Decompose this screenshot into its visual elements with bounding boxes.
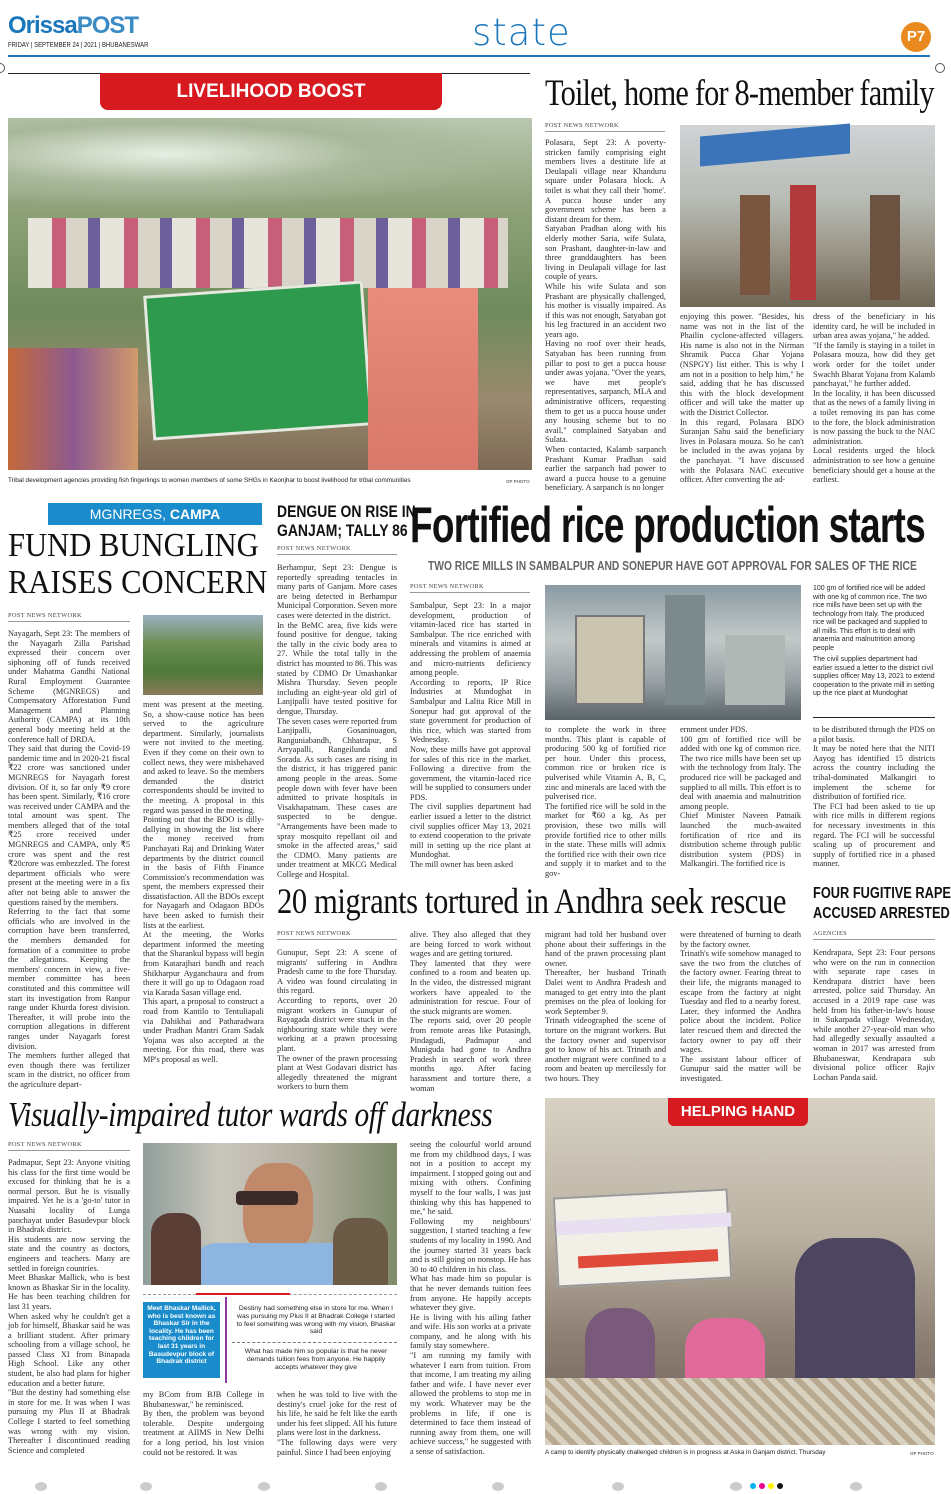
byline: POST NEWS NETWORK [8, 1141, 130, 1151]
fund-col-1: Nayagarh, Sept 23: The members of the Nayagarh Zilla Parishad expressed their concern over siphoning off of funds received under Mahatma Gandhi National Rural Employment Guarantee Scheme (MGNREGS) and Compensatory Afforestation Fund Management and Planning Authority (CAMPA) at its 10th general body meeting held at the conference hall of DRDA. They said that during the Covid-19 pandemic time and in 2020-21 fiscal ₹22 crore was sanctioned under MGNREGS for Nayagarh forest division. Of it, so far only ₹9 crore has been spent. Similarly, ₹16 crore was received under CAMPA and the total amount was spent. The members alleged that of the total ₹25 crore received under MGNREGS and CAMPA, only ₹5 crore was spent and the rest ₹20crore was embezzled. The forest department officials who were present at the meeting were in a fix after not being able to answer the questions raised by the members. Referring to the fact that some officials who are involved in the corruption have been transferred, the members demanded for formation of a committee to probe the allegations. Keeping the members' concern in view, a five-member committee has been constituted and this committee will start its investigation from Ranpur range under Khurda forest division. Thereafter, it will probe into the corruption allegations in different ranges under Nayagarh forest division. The members further alleged that even though there was fertilizer scam in the district, no officer from the agriculture depart- [8, 629, 130, 1089]
byline: POST NEWS NETWORK [545, 122, 665, 132]
migrants-col-4: were threatened of burning to death by the factory owner. Trinath's wife somehow managed to save the two from the clutches of the factory owner. Fearing threat to their life, the migrants managed to escape from the factory at night Tuesday and fled to a nearby forest. Later, they informed the Andhra police about the incident. Police later rescued them and directed the factory owner to pay off their wages. The assistant labour officer of Gunupur said the matter will be investigated. [680, 930, 801, 1083]
fund-col-2: ment was present at the meeting. So, a show-cause notice has been served to the agriculture department. Similarly, journalists were not invited to the meeting. Even if they come on their own to collect news, they were misbehaved and asked to leave. So the members demanded the district correspondents should be invited to the meeting. A proposal in this regard was passed in the meeting. Pointing out that the BDO is dilly-dallying in showing the list where the money received from Panchayati Raj and Drinking Water departments by the district council in the basis of Fifth Finance Commission's recommendation was spent, the members expressed their dissatisfaction. All the BDOs except for Nayagarh and Odagaon BDOs have been asked to furnish their lists at the earliest. At the meeting, the Works department informed the meeting that the Sharankul bypass will begin from Katarajhari bandh and reach Shikharpur Ayganchaura and from there it will go up to Odagaon road via Karada Sasan village end. This apart, a proposal to construct a road from Kantilo to Tentuliapali via Dahikhai and Patharadwara under Pradhan Mantri Gram Sadak Yojana was also accepted at the meeting. For this road, there was MP's proposal as well. [143, 700, 264, 1064]
byline: AGENCIES [813, 930, 935, 940]
helping-hand-photo [545, 1098, 935, 1445]
migrants-col-1: Gunupur, Sept 23: A scene of migrants' suffering in Andhra Pradesh came to the fore Thursday. A video was found circulating in this regard. According to reports, over 20 migrant workers in Gunupur of Rayagada district were stuck in the nighbouring state while they were working at a prawn processing plant. The owner of the prawn processing plant at West Godavari district has allegedly threatened the migrant workers to burn them [277, 948, 397, 1092]
pull-quote-1: Destiny had something else in store for me. When I was pursuing my Plus II at Bhadrak College I started to feel something was wrong with my vision, Bhaskar said [236, 1305, 396, 1336]
logo: OrissaPOST [8, 12, 139, 39]
dengue-headline-line-1: DENGUE ON RISE IN [277, 502, 416, 521]
camp-signboard [553, 1188, 732, 1287]
byline: POST NEWS NETWORK [277, 545, 397, 555]
migrants-headline: 20 migrants tortured in Andhra seek rescue [277, 881, 787, 921]
section-title: state [472, 11, 571, 54]
livelihood-banner: LIVELIHOOD BOOST [100, 73, 442, 110]
fund-headline-line-2: RAISES CONCERN [8, 564, 268, 601]
toilet-headline: Toilet, home for 8-member family [545, 73, 934, 114]
blurb-rule [813, 717, 935, 718]
livelihood-photo [8, 118, 532, 470]
fund-kicker: MGNREGS, CAMPA [48, 503, 262, 525]
fugitive-headline-line-2: ACCUSED ARRESTED [813, 905, 950, 922]
registration-mark [935, 63, 945, 73]
dengue-body: Berhampur, Sept 23: Dengue is reportedly spreading tentacles in many parts of Ganjam. More cases are being detected in Berhampur Municipal Corporation. Seven more cases were detected in the district. In the BeMC area, five kids were found positive for dengue, taking the tally in the civic body area to 27. While the total tally in the district has mounted to 86. This was stated by CDMO Dr Umashankar Mishra Thursday. Seven people including an eight-year old girl of Lanjipalli have tested positive for dengue, Thursday. The seven cases were reported from Lanjipalli, Gosaninuagon, Ranguniabandh, Chhatrapur, S Arryapalli, Rangeilunda and Sorada. As such cases are rising in the district, it has triggered panic among people in the areas. Some people down with fever have been admitted to private hospitals in Visakhapatnam. These cases are suspected to be dengue. "Arrangements have been made to spray mosquito repellant oil and smoke in the affected areas," said the CDMO. Many patients are under treatment at MKCG Medical College and Hospital. [277, 563, 397, 879]
toilet-col-3: dress of the beneficiary in his identity card, he will be included in urban area awas yojana," he added. "If the family is staying in a toilet in Polasara mouza, how did they get work order for the toilet under Swachh Bharat Yojana from Kalamb panchayat," he further added. In the locality, it has been discussed that as the news of a family living in a toilet removing its pan has come to the fore, the block administration is now passing the buck to the NAC administration. Local residents urged the block administration to see how a genuine beneficiary should get a house at the earliest. [813, 312, 935, 485]
registration-mark [0, 63, 5, 73]
dengue-headline-line-2: GANJAM; TALLY 86 [277, 521, 408, 540]
tutor-col-2: my BCom from BJB College in Bhubaneswar," he reminisced. By then, the problem was beyond tolerable. Despite undergoing treatment at AIIMS in New Delhi for a long period, his lost vision could not be restored. It was [143, 1390, 264, 1457]
rice-blurb-2: The civil supplies department had earlier issued a letter to the district civil supplies officer May 13, 2021 to extend cooperation to the private mill in setting up the rice plant at Mundoghat [813, 656, 935, 697]
toilet-col-1: Polasara, Sept 23: A poverty-stricken family comprising eight members lives a destitute life at Deulapali village near Khanduru square under Polasara block. A toilet is what they call their 'home'. A pucca house under any government scheme has been a distant dream for them. Satyaban Pradhan along with his elderly mother Saria, wife Sulata, son Prashant, daughter-in-law and three granddaughters has been living in Deulapali village for last couple of years. While his wife Sulata and son Prashant are physically challenged, his mother is visually impaired. As if this was not enough, Satyaban got his leg fractured in an accident two years ago. Having no roof over their heads, Satyaban has been running from pillar to post to get a pucca house under awas yojana. "Over the years, we have met people's representatives, sarpanch, MLA and administrative officers, requesting them to get us a pucca house under any housing scheme but to no avail," complained Satyaban and Sulata. When contacted, Kalamb sarpanch Prashant Kumar Pradhan said earlier the sarpanch had power to award a pucca house to a genuine beneficiary. A sarpanch is no longer [545, 138, 666, 493]
scheme-banner [143, 281, 373, 441]
tutor-headline: Visually-impaired tutor wards off darkness [8, 1095, 493, 1134]
migrants-col-3: migrant had told her husband over phone about their sufferings in the hand of the prawn processing plant owner. Thereafter, her husband Trinath Dalei went to Andhra Pradesh and managed to get entry into the plant premises on the plea of looking for work September 9. Trinath videographed the scene of torture on the migrant workers. But the factory owner and supervisor got to know of his act. Trinath and another migrant were confined to a room and beaten up mercilessly for two hours. They [545, 930, 666, 1083]
quote-vertical-rule [225, 1297, 227, 1383]
rice-blurb-1: 100 gm of fortified rice will be added with one kg of common rice. The two rice mills have been set up with the technology from Italy. The produced rice will be packaged and supplied to all mills. This effort is to deal with anaemia and malnutrition among people [813, 585, 928, 652]
pull-quote-2: What has made him so popular is that he never demands tuition fees from anyone. He happily accepts whatever they give [244, 1348, 388, 1371]
rice-col-2: to complete the work in three months. This plant is capable of producing 500 kg of fortified rice per hour. Under this process, common rice or broken rice is pulverised while Vitamin A, B, C, zinc and minerals are laced with the pulverised rice. The fortified rice will be sold in the market for ₹60 a kg. As per provision, these two mills will provide fortified rice to other mills in the state. These mills will admix the fortified rice with their own rice and supply it to market and to the gov- [545, 725, 666, 878]
date-line: FRIDAY | SEPTEMBER 24 | 2021 | BHUBANESWAR [8, 42, 149, 49]
quote-accent [196, 1293, 290, 1295]
tutor-col-4: seeing the colourful world around me from my childhood days, I was not in a position to accept my impairment. I stopped going out and mixing with others. Confining myself to the four walls, I was just thinking why this has happened to me," he said. Following my neighbours' suggestion, I started teaching a few students of my locality in 1990. And the journey started 31 years back and is still going on nonstop. He has 30 to 40 children in his class. What has made him so popular is that he never demands tuition fees from anyone. He happily accepts whatever they give. He is living with his ailing father and wife. His son works at a private company, and he along with his family stay somewhere. "I am running my family with whatever I earn from tuition. From that income, I am treating my ailing father and wife. I have never ever allowed the problems to stop me in my work. Whatever may be the problems in life, if one is determined to face them instead of running away from them, one will achieve success," he suggested with a sense of satisfaction. [410, 1140, 531, 1456]
fund-headline-line-1: FUND BUNGLING [8, 527, 259, 564]
fund-photo [143, 615, 263, 695]
migrants-col-2: alive. They also alleged that they are being forced to work without wages and are getting tortured. They lamented that they were confined to a room and beaten up. In the video, the distressed migrant workers have appealed to the administration for rescue. Four of the stuck migrants are women. The reports said, over 20 people from remote areas like Putasingh, Pindagudi, Padmapur and Muniguda had gone to Andhra Pradesh in search of work three months ago. After facing harassment and torture there, a woman [410, 930, 531, 1093]
byline: POST NEWS NETWORK [410, 583, 530, 593]
rice-col-4: to be distributed through the PDS on a pilot basis. It may be noted here that the NITI Aayog has identified 15 districts across the country including the tribal-dominated Malkangiri to implement the scheme for distribution of fortified rice. The FCI had been asked to tie up with rice mills in different regions for necessary investments in this regard. The FCI will be successful scaling up of procurement and supply of fortified rice in a phased manner. [813, 725, 935, 869]
helping-hand-caption: A camp to identify physically challenged children is in progress at Aska in Ganjam district, Thursday [545, 1449, 826, 1456]
page-number-badge: P7 [901, 22, 931, 52]
rice-mill-photo [545, 585, 801, 720]
livelihood-caption: Tribal development agencies providing fish fingerlings to women members of some SHGs in Keonjhar to boost livelihood for tribal communities [8, 477, 411, 484]
photo-credit: OP PHOTO [506, 479, 530, 484]
toilet-col-2: enjoying this power. "Besides, his name was not in the list of the Phailin cyclone-affected villagers. His name is also not in the Nirman Shramik Pucca Ghar Yojana (NSPGY) list either. This is why I am not in a position to help him," he said, adding that he has discussed this with the block development officer and will take the matter up with the District Collector. In this regard, Polasara BDO Suranjan Sahu said the beneficiary lives in Polasara mouza. So he can't be included in the awas yojana by the panchayat. "I have discussed with the Polasara NAC executive officer. After converting the ad- [680, 312, 804, 485]
tutor-col-3: when he was told to live with the destiny's cruel joke for the rest of his life, he said he felt like the earth under his feet slipped. All his future plans were lost in the darkness. "The following days were very painful. Since I had been enjoying [277, 1390, 397, 1457]
helping-hand-banner: HELPING HAND [668, 1098, 808, 1126]
rice-headline: Fortified rice production starts [410, 497, 925, 553]
photo-credit: OP PHOTO [910, 1451, 934, 1456]
masthead-rule [8, 55, 930, 57]
fugitive-body: Kendrapara, Sept 23: Four persons who were on the run in connection with separate rape cases in Kendrapara district have been arrested, police said Thursday. An accused in a 2019 rape case was held from his father-in-law's house in Sukarpada village Wednesday, while another 27-year-old man who had allegedly sexually assaulted a woman in 2017 was arrested from Bhubaneswar, Kendrapara sub divisional police officer Rajiv Lochan Panda said. [813, 948, 935, 1082]
tutor-photo [143, 1143, 397, 1285]
byline: POST NEWS NETWORK [8, 612, 130, 622]
masthead [0, 0, 945, 60]
tutor-col-1: Padmapur, Sept 23: Anyone visiting his class for the first time would be excused for thinking that he is a normal person. But he is visually impaired. Yet he is a 'go-to' tutor in Nuasahi locality of Lunga panchayat under Basudevpur block in Bhadrak district. His students are now serving the state and the country as doctors, engineers and teachers. Many are settled in foreign countries. Meet Bhaskar Mallick, who is best known as Bhaskar Sir in the locality. He has been teaching children for last 31 years. When asked why he couldn't get a job for himself, Bhaskar said he was a brilliant student. After primary schooling from a village school, he passed Class XI from Binapada High School. Like any other student, he also had plans for higher education and a better future. "But the destiny had something else in store for me. It was when I was pursuing my Plus II at Bhadrak College I started to feel something was wrong with my vision. Thereafter I discontinued reading Science and completed [8, 1158, 130, 1455]
rice-col-3: ernment under PDS. 100 gm of fortified rice will be added with one kg of common rice. The two rice mills have been set up with the technology from Italy. The produced rice will be packaged and supplied to all mills. This effort is to deal with anaemia and malnutrition among people. Chief Minister Naveen Patnaik launched the much-awaited fortification of rice and its distribution scheme through public distribution system (PDS) in Malkangiri. The fortified rice is [680, 725, 801, 869]
byline: POST NEWS NETWORK [277, 930, 397, 940]
tutor-info-box: Meet Bhaskar Mallick, who is best known as Bhaskar Sir in the locality. He has been teaching children for last 31 years in Basudevpur block of Bhadrak district [143, 1302, 220, 1378]
toilet-photo [680, 125, 935, 307]
rice-col-1: Sambalpur, Sept 23: In a major development, production of vitamin-laced rice has started in Sambalpur. The rice enriched with minerals and vitamins is aimed at addressing the problem of anaemia and micro-nutrients deficiency among people. According to reports, IP Rice Industries at Mundoghat in Sambalpur and Lalita Rice Mill in Sonepur had got approval of the state government for production of this rice, which was started from Wednesday. Now, these mills have got approval for sales of this rice in the market. Following a directive from the government, the vitamin-laced rice will be supplied to consumers under PDS. The civil supplies department had earlier issued a letter to the district civil supplies officer May 13, 2021 to extend cooperation to the private mill in setting up the rice plant at Mundoghat. The mill owner has been asked [410, 601, 531, 870]
fugitive-headline-line-1: FOUR FUGITIVE RAPE [813, 885, 951, 902]
rice-subhead: TWO RICE MILLS IN SAMBALPUR AND SONEPUR HAVE GOT APPROVAL FOR SALES OF THE RICE [428, 558, 917, 573]
